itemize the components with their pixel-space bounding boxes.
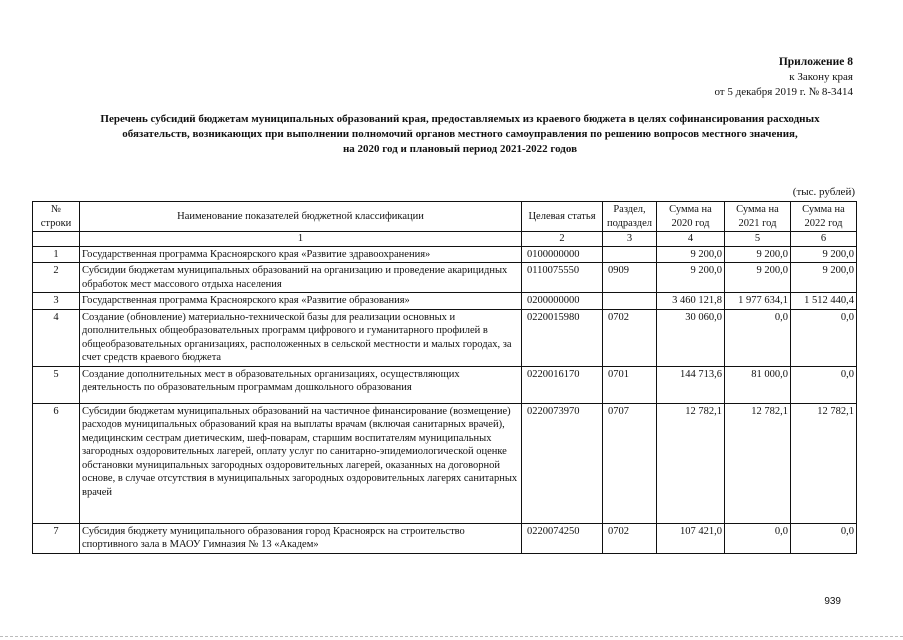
- table-row: [33, 309, 857, 366]
- row-sum-2022: 1 512 440,4: [791, 293, 857, 310]
- column-number: 5: [725, 232, 791, 247]
- column-number-empty: [33, 232, 80, 247]
- row-sum-2022: 0,0: [791, 366, 857, 403]
- row-name: Создание (обновление) материально-технической базы для реализации основных и дополнительных общеобразовательных программ цифрового и гуманитарного профилей в общеобразовательных организациях, расположенных в сельской местности и малых городах, за счет средств краевого бюджета: [80, 309, 522, 366]
- row-section: 0909: [603, 263, 657, 293]
- row-name: Государственная программа Красноярского края «Развитие здравоохранения»: [80, 246, 522, 263]
- header-sum-2021: Сумма на 2021 год: [725, 202, 791, 232]
- row-name: Субсидии бюджетам муниципальных образований на организацию и проведение акарицидных обработок мест массового отдыха населения: [80, 263, 522, 293]
- row-name: Субсидия бюджету муниципального образования город Красноярск на строительство спортивного зала в МАОУ Гимназия № 13 «Академ»: [80, 523, 522, 553]
- row-section: 0702: [603, 523, 657, 553]
- row-number: 6: [33, 403, 80, 523]
- row-sum-2021: 81 000,0: [725, 366, 791, 403]
- row-sum-2022: 0,0: [791, 523, 857, 553]
- title-line-1: Перечень субсидий бюджетам муниципальных образований края, предоставляемых из краевого бюджета в целях софинансирования расходных: [100, 113, 820, 125]
- row-sum-2020: 9 200,0: [657, 263, 725, 293]
- appendix-date: от 5 декабря 2019 г. № 8-3414: [714, 86, 853, 98]
- row-sum-2021: 9 200,0: [725, 263, 791, 293]
- table-row: [33, 523, 857, 553]
- column-number: 3: [603, 232, 657, 247]
- row-section: [603, 293, 657, 310]
- row-name: Субсидии бюджетам муниципальных образований на частичное финансирование (возмещение) расходов муниципальных образований края на выплаты врачам (включая санитарных врачей), медицинским сестрам диетическим, шеф-поварам, старшим воспитателям муниципальных загородных оздоровительных лагерей, оплату услуг по санитарно-эпидемиологической оценке обстановки муниципальных загородных оздоровительных лагерей, оказанных на договорной основе, в случае отсутствия в муниципальных загородных оздоровительных лагерях санитарных врачей: [80, 403, 522, 523]
- appendix-title: Приложение 8: [778, 56, 853, 68]
- header-name: Наименование показателей бюджетной классификации: [80, 202, 522, 232]
- header-sum-2022: Сумма на 2022 год: [791, 202, 857, 232]
- scan-edge-line: [0, 636, 903, 637]
- row-number: 7: [33, 523, 80, 553]
- column-number: 6: [791, 232, 857, 247]
- row-number: 3: [33, 293, 80, 310]
- row-sum-2022: 9 200,0: [791, 246, 857, 263]
- row-sum-2022: 0,0: [791, 309, 857, 366]
- page-number: 939: [824, 596, 841, 607]
- row-number: 2: [33, 263, 80, 293]
- row-section: 0701: [603, 366, 657, 403]
- row-section: 0707: [603, 403, 657, 523]
- table-row: [33, 403, 857, 523]
- document-title: [60, 112, 860, 157]
- row-section: [603, 246, 657, 263]
- column-number: 1: [80, 232, 522, 247]
- row-sum-2020: 30 060,0: [657, 309, 725, 366]
- row-sum-2021: 9 200,0: [725, 246, 791, 263]
- row-sum-2020: 9 200,0: [657, 246, 725, 263]
- row-sum-2021: 0,0: [725, 309, 791, 366]
- row-name: Государственная программа Красноярского края «Развитие образования»: [80, 293, 522, 310]
- appendix-law: к Закону края: [789, 71, 853, 83]
- row-sum-2020: 12 782,1: [657, 403, 725, 523]
- table-row: [33, 263, 857, 293]
- row-sum-2021: 1 977 634,1: [725, 293, 791, 310]
- row-sum-2020: 144 713,6: [657, 366, 725, 403]
- units-label: (тыс. рублей): [792, 186, 855, 198]
- row-target-article: 0100000000: [522, 246, 603, 263]
- header-target-article: Целевая статья: [522, 202, 603, 232]
- row-target-article: 0220073970: [522, 403, 603, 523]
- row-target-article: 0220016170: [522, 366, 603, 403]
- row-sum-2020: 3 460 121,8: [657, 293, 725, 310]
- table-row: [33, 293, 857, 310]
- table-row: [33, 246, 857, 263]
- row-number: 4: [33, 309, 80, 366]
- row-target-article: 0220015980: [522, 309, 603, 366]
- row-number: 5: [33, 366, 80, 403]
- column-number: 4: [657, 232, 725, 247]
- column-number-row: [33, 232, 857, 247]
- column-number: 2: [522, 232, 603, 247]
- row-number: 1: [33, 246, 80, 263]
- row-sum-2022: 12 782,1: [791, 403, 857, 523]
- row-name: Создание дополнительных мест в образовательных организациях, осуществляющих деятельность по образовательным программам дошкольного образования: [80, 366, 522, 403]
- row-sum-2021: 12 782,1: [725, 403, 791, 523]
- table-row: [33, 366, 857, 403]
- subsidies-table: [32, 201, 857, 554]
- row-target-article: 0220074250: [522, 523, 603, 553]
- header-section: Раздел, подраздел: [603, 202, 657, 232]
- row-sum-2022: 9 200,0: [791, 263, 857, 293]
- title-line-2: обязательств, возникающих при выполнении полномочий органов местного самоуправления по решению вопросов местного значения,: [122, 128, 798, 140]
- header-sum-2020: Сумма на 2020 год: [657, 202, 725, 232]
- header-row-number: № строки: [33, 202, 80, 232]
- title-line-3: на 2020 год и плановый период 2021-2022 годов: [342, 143, 578, 155]
- header-row: [33, 202, 857, 232]
- row-sum-2021: 0,0: [725, 523, 791, 553]
- appendix-block: [714, 55, 853, 100]
- row-target-article: 0200000000: [522, 293, 603, 310]
- row-section: 0702: [603, 309, 657, 366]
- row-target-article: 0110075550: [522, 263, 603, 293]
- row-sum-2020: 107 421,0: [657, 523, 725, 553]
